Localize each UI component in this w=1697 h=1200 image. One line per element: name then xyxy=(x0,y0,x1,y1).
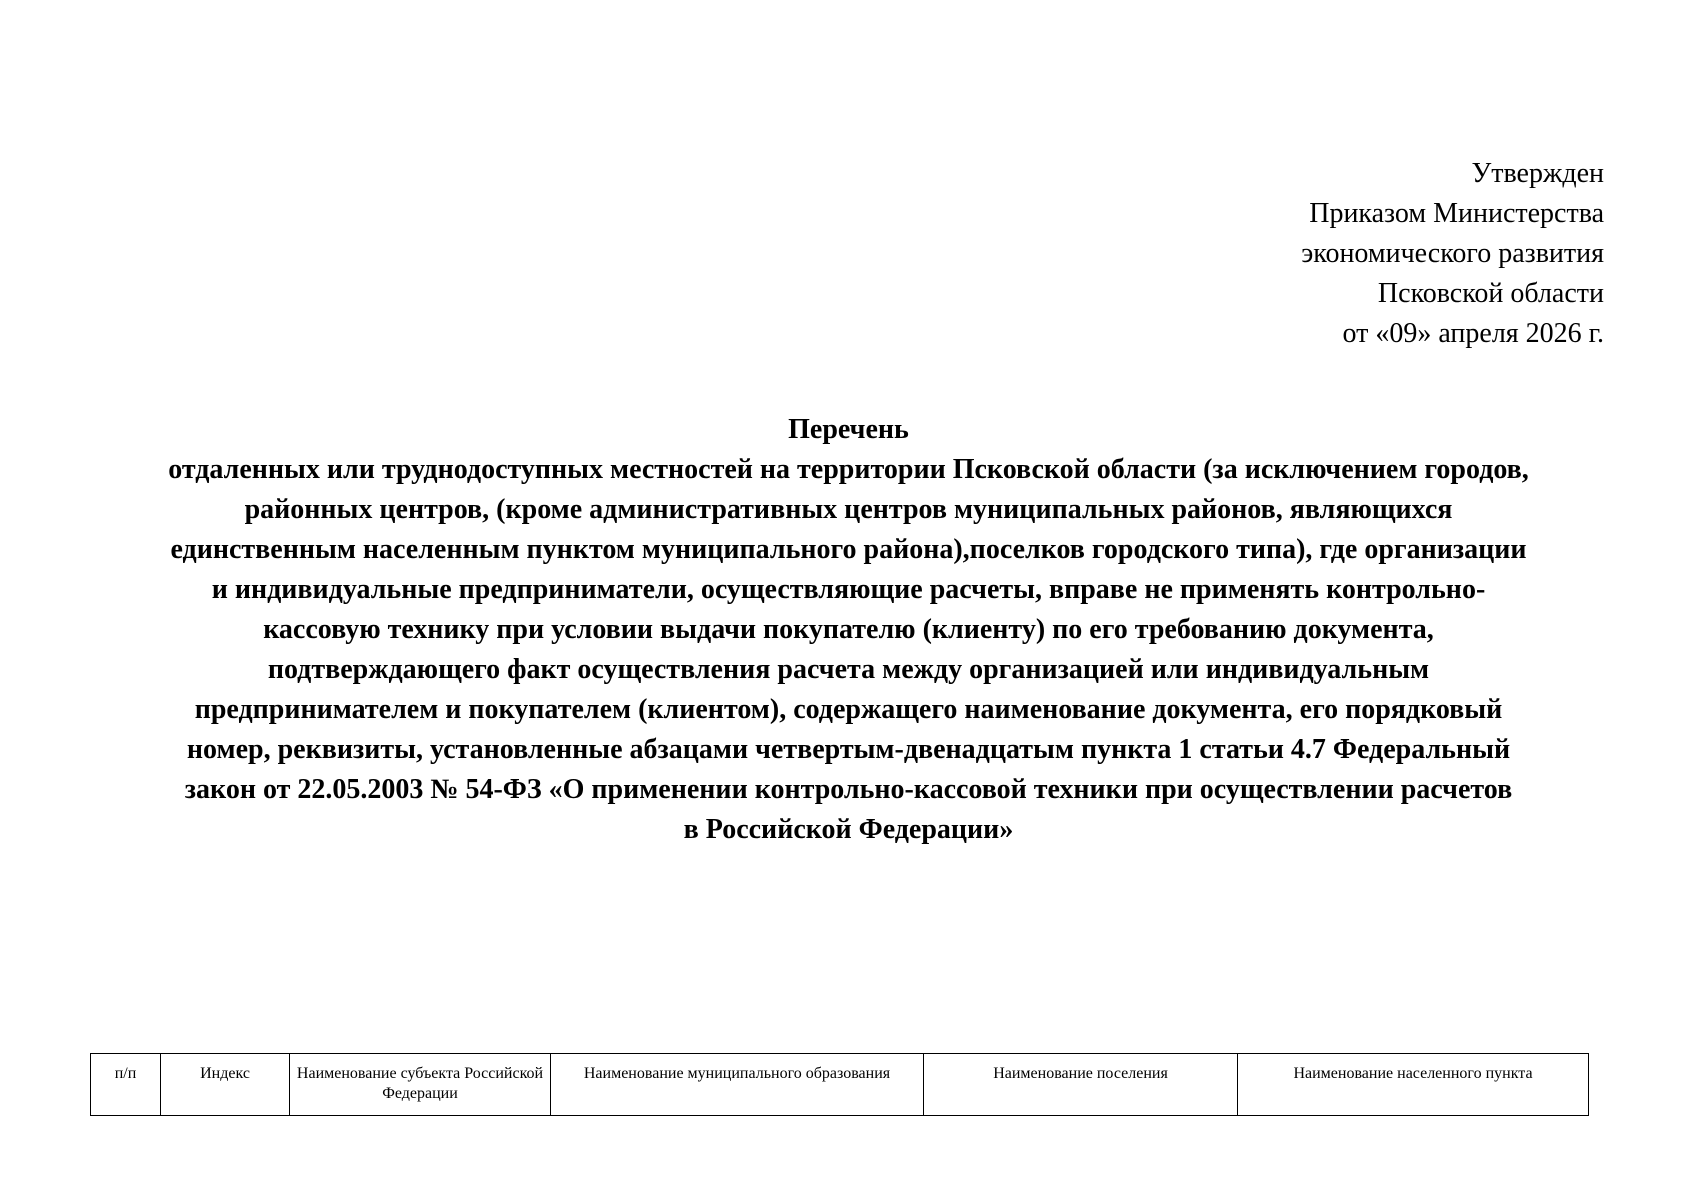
document-title: Перечень xyxy=(788,414,909,445)
column-header-municipality: Наименование муниципального образования xyxy=(551,1054,924,1116)
column-header-subject: Наименование субъекта Российской Федерации xyxy=(290,1054,551,1116)
subtitle-line: кассовую технику при условии выдачи покупателю (клиенту) по его требованию документа, xyxy=(263,614,1434,645)
column-header-index: Индекс xyxy=(161,1054,290,1116)
approval-line: Псковской области xyxy=(1377,278,1604,309)
column-header-settlement: Наименование поселения xyxy=(924,1054,1238,1116)
column-header-number: п/п xyxy=(91,1054,161,1116)
table-header-row xyxy=(91,1054,1589,1116)
approval-line: экономического развития xyxy=(1301,238,1604,269)
subtitle-line: единственным населенным пунктом муниципального района),поселков городского типа), где организации xyxy=(170,534,1527,565)
document-subtitle xyxy=(90,450,1607,850)
subtitle-line: номер, реквизиты, установленные абзацами четвертым-двенадцатым пункта 1 статьи 4.7 Федеральный xyxy=(186,734,1511,765)
approval-date: от «09» апреля 2026 г. xyxy=(1342,318,1604,349)
subtitle-line: закон от 22.05.2003 № 54-ФЗ «О применении контрольно-кассовой техники при осуществлении расчетов xyxy=(184,774,1513,805)
subtitle-line: в Российской Федерации» xyxy=(683,814,1014,845)
subtitle-line: районных центров, (кроме административных центров муниципальных районов, являющихся xyxy=(244,494,1453,525)
subtitle-line: предпринимателем и покупателем (клиентом), содержащего наименование документа, его порядковый xyxy=(194,694,1503,725)
approval-line: Утвержден xyxy=(1471,158,1604,189)
localities-table xyxy=(90,1053,1589,1116)
document-heading xyxy=(90,410,1607,850)
subtitle-line: и индивидуальные предприниматели, осуществляющие расчеты, вправе не применять контрольно- xyxy=(211,574,1486,605)
column-header-locality: Наименование населенного пункта xyxy=(1238,1054,1589,1116)
approval-block xyxy=(1084,154,1604,354)
subtitle-line: подтверждающего факт осуществления расчета между организацией или индивидуальным xyxy=(267,654,1430,685)
subtitle-line: отдаленных или труднодоступных местностей на территории Псковской области (за исключением городов, xyxy=(168,454,1529,485)
approval-line: Приказом Министерства xyxy=(1309,198,1604,229)
